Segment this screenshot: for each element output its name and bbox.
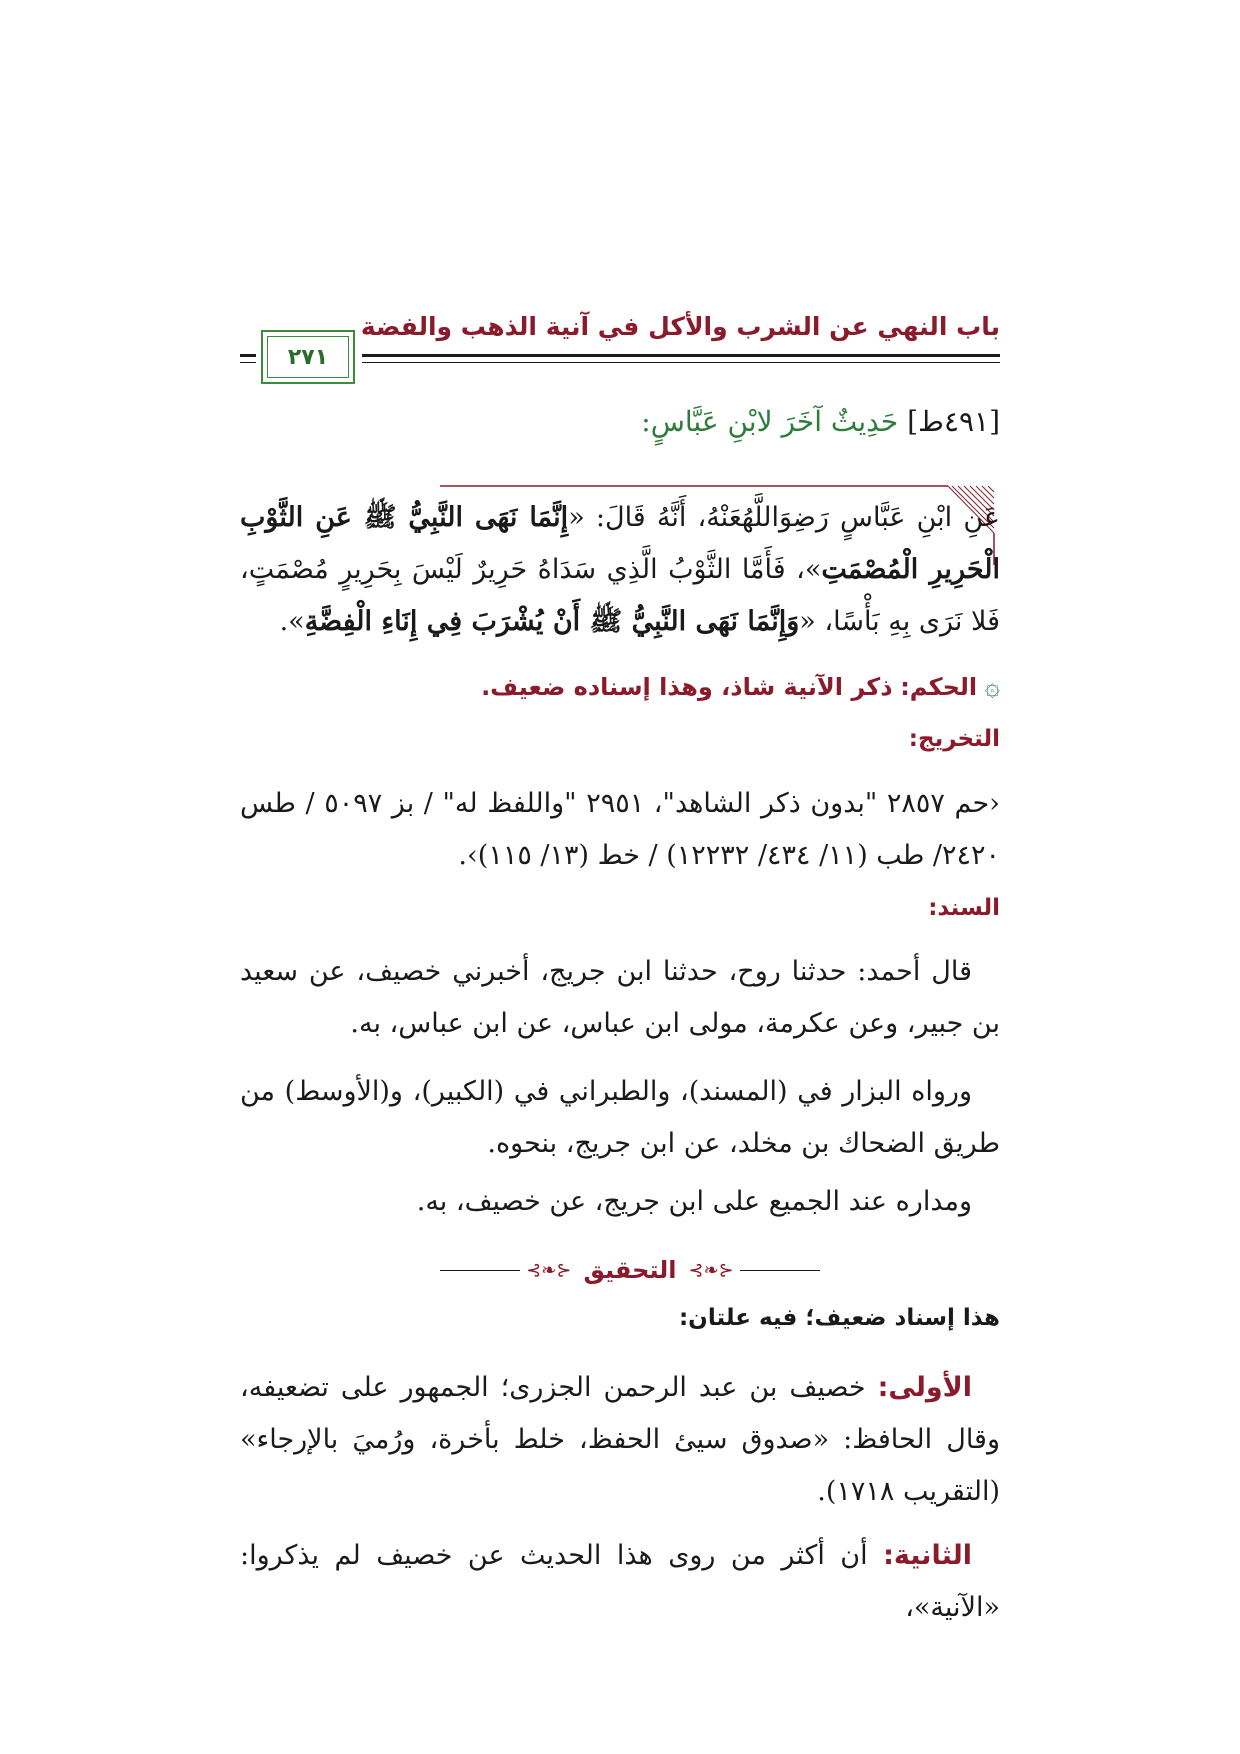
- header-rule-right: [362, 354, 1000, 357]
- divider-line-right: [740, 1270, 820, 1271]
- ornament-icon: ⊰❧⊱: [526, 1259, 572, 1281]
- page-number: ٢٧١: [287, 344, 329, 370]
- takhrij-text: ‹حم ٢٨٥٧ "بدون ذكر الشاهد"، ٢٩٥١ "واللفظ له" / بز ٥٠٩٧ / طس ٢٤٢٠/ طب (١١/ ٤٣٤/ ١٢٢٣٢) / خط (١٣/ ١١٥)›.: [240, 788, 1000, 871]
- sanad-paragraph-1: قال أحمد: حدثنا روح، حدثنا ابن جريج، أخبرني خصيف، عن سعيد بن جبير، وعن عكرمة، مولى ابن عباس، عن ابن عباس، به.: [240, 956, 1000, 1039]
- hadith-title: [240, 405, 1000, 438]
- hadith-title-text: حَدِيثٌ آخَرَ لابْنِ عَبَّاسٍ:: [641, 405, 899, 438]
- page-number-frame: [261, 330, 355, 384]
- first-defect-text: خصيف بن عبد الرحمن الجزرى؛ الجمهور على تضعيفه، وقال الحافظ: «صدوق سيئ الحفظ، خلط بأخرة، ورُميَ بالإرجاء» (التقريب ١٧١٨).: [240, 1372, 1000, 1507]
- sanad-paragraph-2: ورواه البزار في (المسند)، والطبراني في (الكبير)، و(الأوسط) من طريق الضحاك بن مخلد، عن ابن جريج، بنحوه.: [240, 1076, 1000, 1159]
- hadith-end: ».: [279, 606, 305, 637]
- hadith-text: [240, 492, 1000, 648]
- flower-icon: ۞: [984, 672, 1000, 702]
- first-defect-label: الأولى:: [877, 1372, 972, 1403]
- hukm-value: ذكر الآنية شاذ، وهذا إسناده ضعيف.: [481, 673, 893, 701]
- second-defect-text: أن أكثر من روى هذا الحديث عن خصيف لم يذكروا: «الآنية»،: [240, 1540, 1000, 1623]
- sanad-label: السند:: [928, 895, 1000, 921]
- second-defect-paragraph: [240, 1530, 1000, 1634]
- sanad-paragraph-3: ومداره عند الجميع على ابن جريج، عن خصيف، به.: [416, 1186, 972, 1217]
- tahqiq-summary: هذا إسناد ضعيف؛ فيه علتان:: [678, 1305, 1000, 1331]
- takhrij-label: التخريج:: [908, 726, 1000, 752]
- hadith-intro: عَنِ ابْنِ عَبَّاسٍ رَضِوَاللَّهُعَنْهُ، أَنَّهُ قَالَ: «: [568, 502, 1000, 533]
- header-rule-left: [240, 354, 256, 357]
- header-rule-left-thin: [240, 362, 256, 363]
- hukm-line: [240, 672, 1000, 702]
- first-defect-paragraph: [240, 1362, 1000, 1518]
- hadith-number: [٤٩١ط]: [907, 405, 1000, 438]
- hadith-quote-1: إِنَّمَا نَهَى النَّبِيُّ ﷺ عَنِ الثَّوْبِ الْحَرِيرِ الْمُصْمَتِ: [240, 502, 1000, 585]
- chapter-title: باب النهي عن الشرب والأكل في آنية الذهب والفضة: [360, 312, 1000, 341]
- hadith-quote-2: وَإِنَّمَا نَهَى النَّبِيُّ ﷺ أَنْ يُشْرَبَ فِي إِنَاءِ الْفِضَّةِ: [304, 606, 800, 637]
- second-defect-label: الثانية:: [883, 1540, 972, 1571]
- hadith-middle: »، فَأَمَّا الثَّوْبُ الَّذِي سَدَاهُ حَرِيرٌ لَيْسَ بِحَرِيرٍ مُصْمَتٍ، فَلا نَرَى بِهِ بَأْسًا، «: [240, 554, 1000, 637]
- hukm-label: الحكم:: [900, 673, 978, 701]
- tahqiq-title: التحقيق: [583, 1256, 677, 1284]
- header-rule-right-thin: [362, 362, 1000, 363]
- ornament-icon: ⊰❧⊱: [688, 1259, 734, 1281]
- divider-line-left: [440, 1270, 520, 1271]
- tahqiq-divider: [440, 1250, 820, 1290]
